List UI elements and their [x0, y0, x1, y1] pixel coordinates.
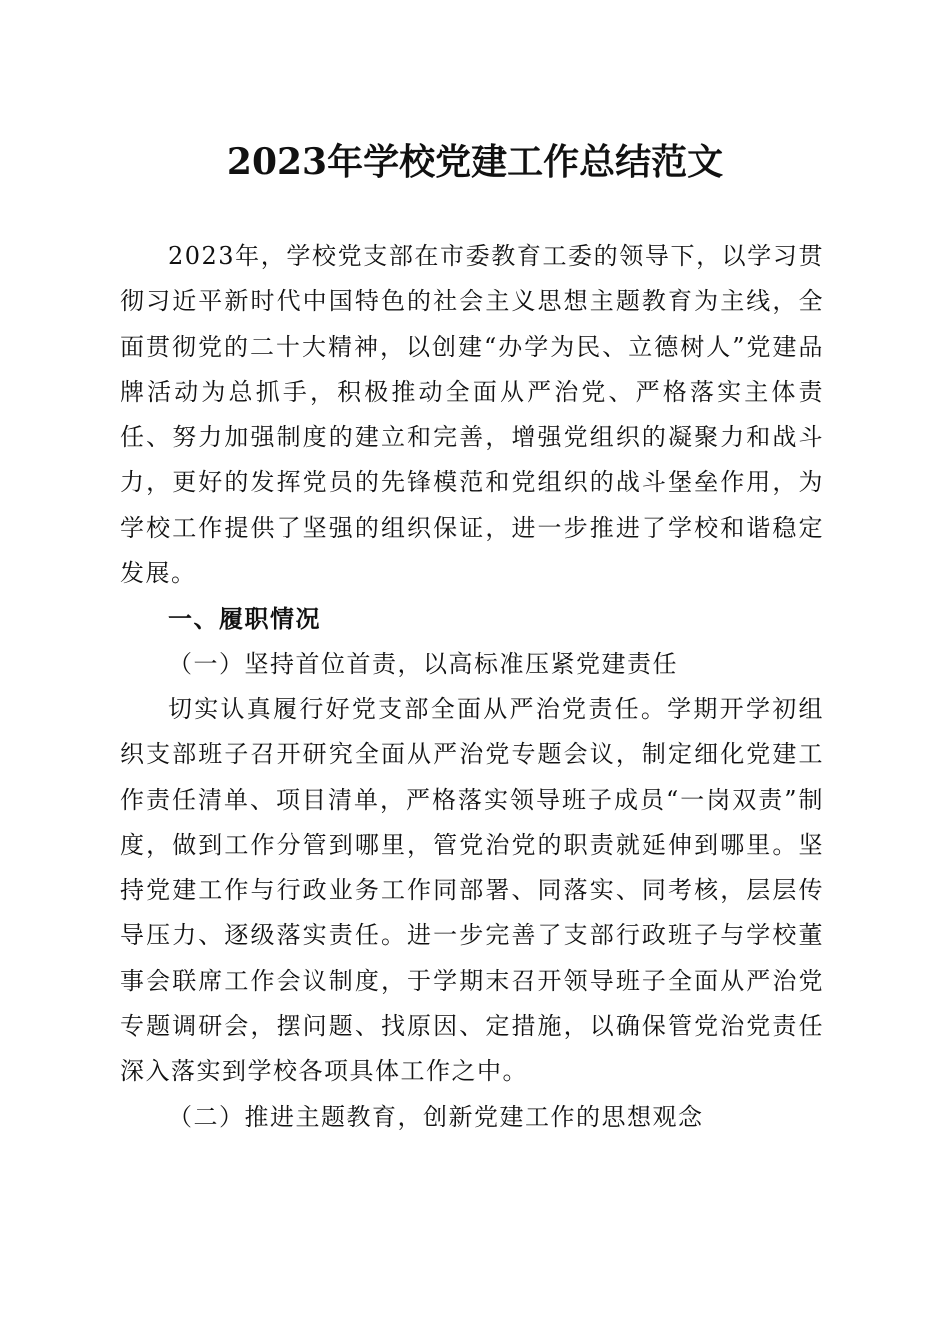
document-title: 2023年学校党建工作总结范文	[226, 141, 724, 183]
subsection-heading-responsibility: （一）坚持首位首责，以高标准压紧党建责任	[168, 649, 678, 678]
document-body	[120, 234, 824, 1140]
subsection-heading-theme-education: （二）推进主题教育，创新党建工作的思想观念	[168, 1102, 704, 1131]
intro-paragraph: 2023年，学校党支部在市委教育工委的领导下，以学习贯彻习近平新时代中国特色的社会主义思想主题教育为主线，全面贯彻党的二十大精神，以创建“办学为民、立德树人”党建品牌活动为总抓手，积极推动全面从严治党、严格落实主体责任、努力加强制度的建立和完善，增强党组织的凝聚力和战斗力，更好的发挥党员的先锋模范和党组织的战斗堡垒作用，为学校工作提供了坚强的组织保证，进一步推进了学校和谐稳定发展。	[120, 242, 824, 588]
subsection-paragraph-responsibility: 切实认真履行好党支部全面从严治党责任。学期开学初组织支部班子召开研究全面从严治党专题会议，制定细化党建工作责任清单、项目清单，严格落实领导班子成员“一岗双责”制度，做到工作分管到哪里，管党治党的职责就延伸到哪里。坚持党建工作与行政业务工作同部署、同落实、同考核，层层传导压力、逐级落实责任。进一步完善了支部行政班子与学校董事会联席工作会议制度，于学期末召开领导班子全面从严治党专题调研会，摆问题、找原因、定措施，以确保管党治党责任深入落实到学校各项具体工作之中。	[120, 694, 824, 1086]
section-heading-performance: 一、履职情况	[168, 604, 321, 634]
